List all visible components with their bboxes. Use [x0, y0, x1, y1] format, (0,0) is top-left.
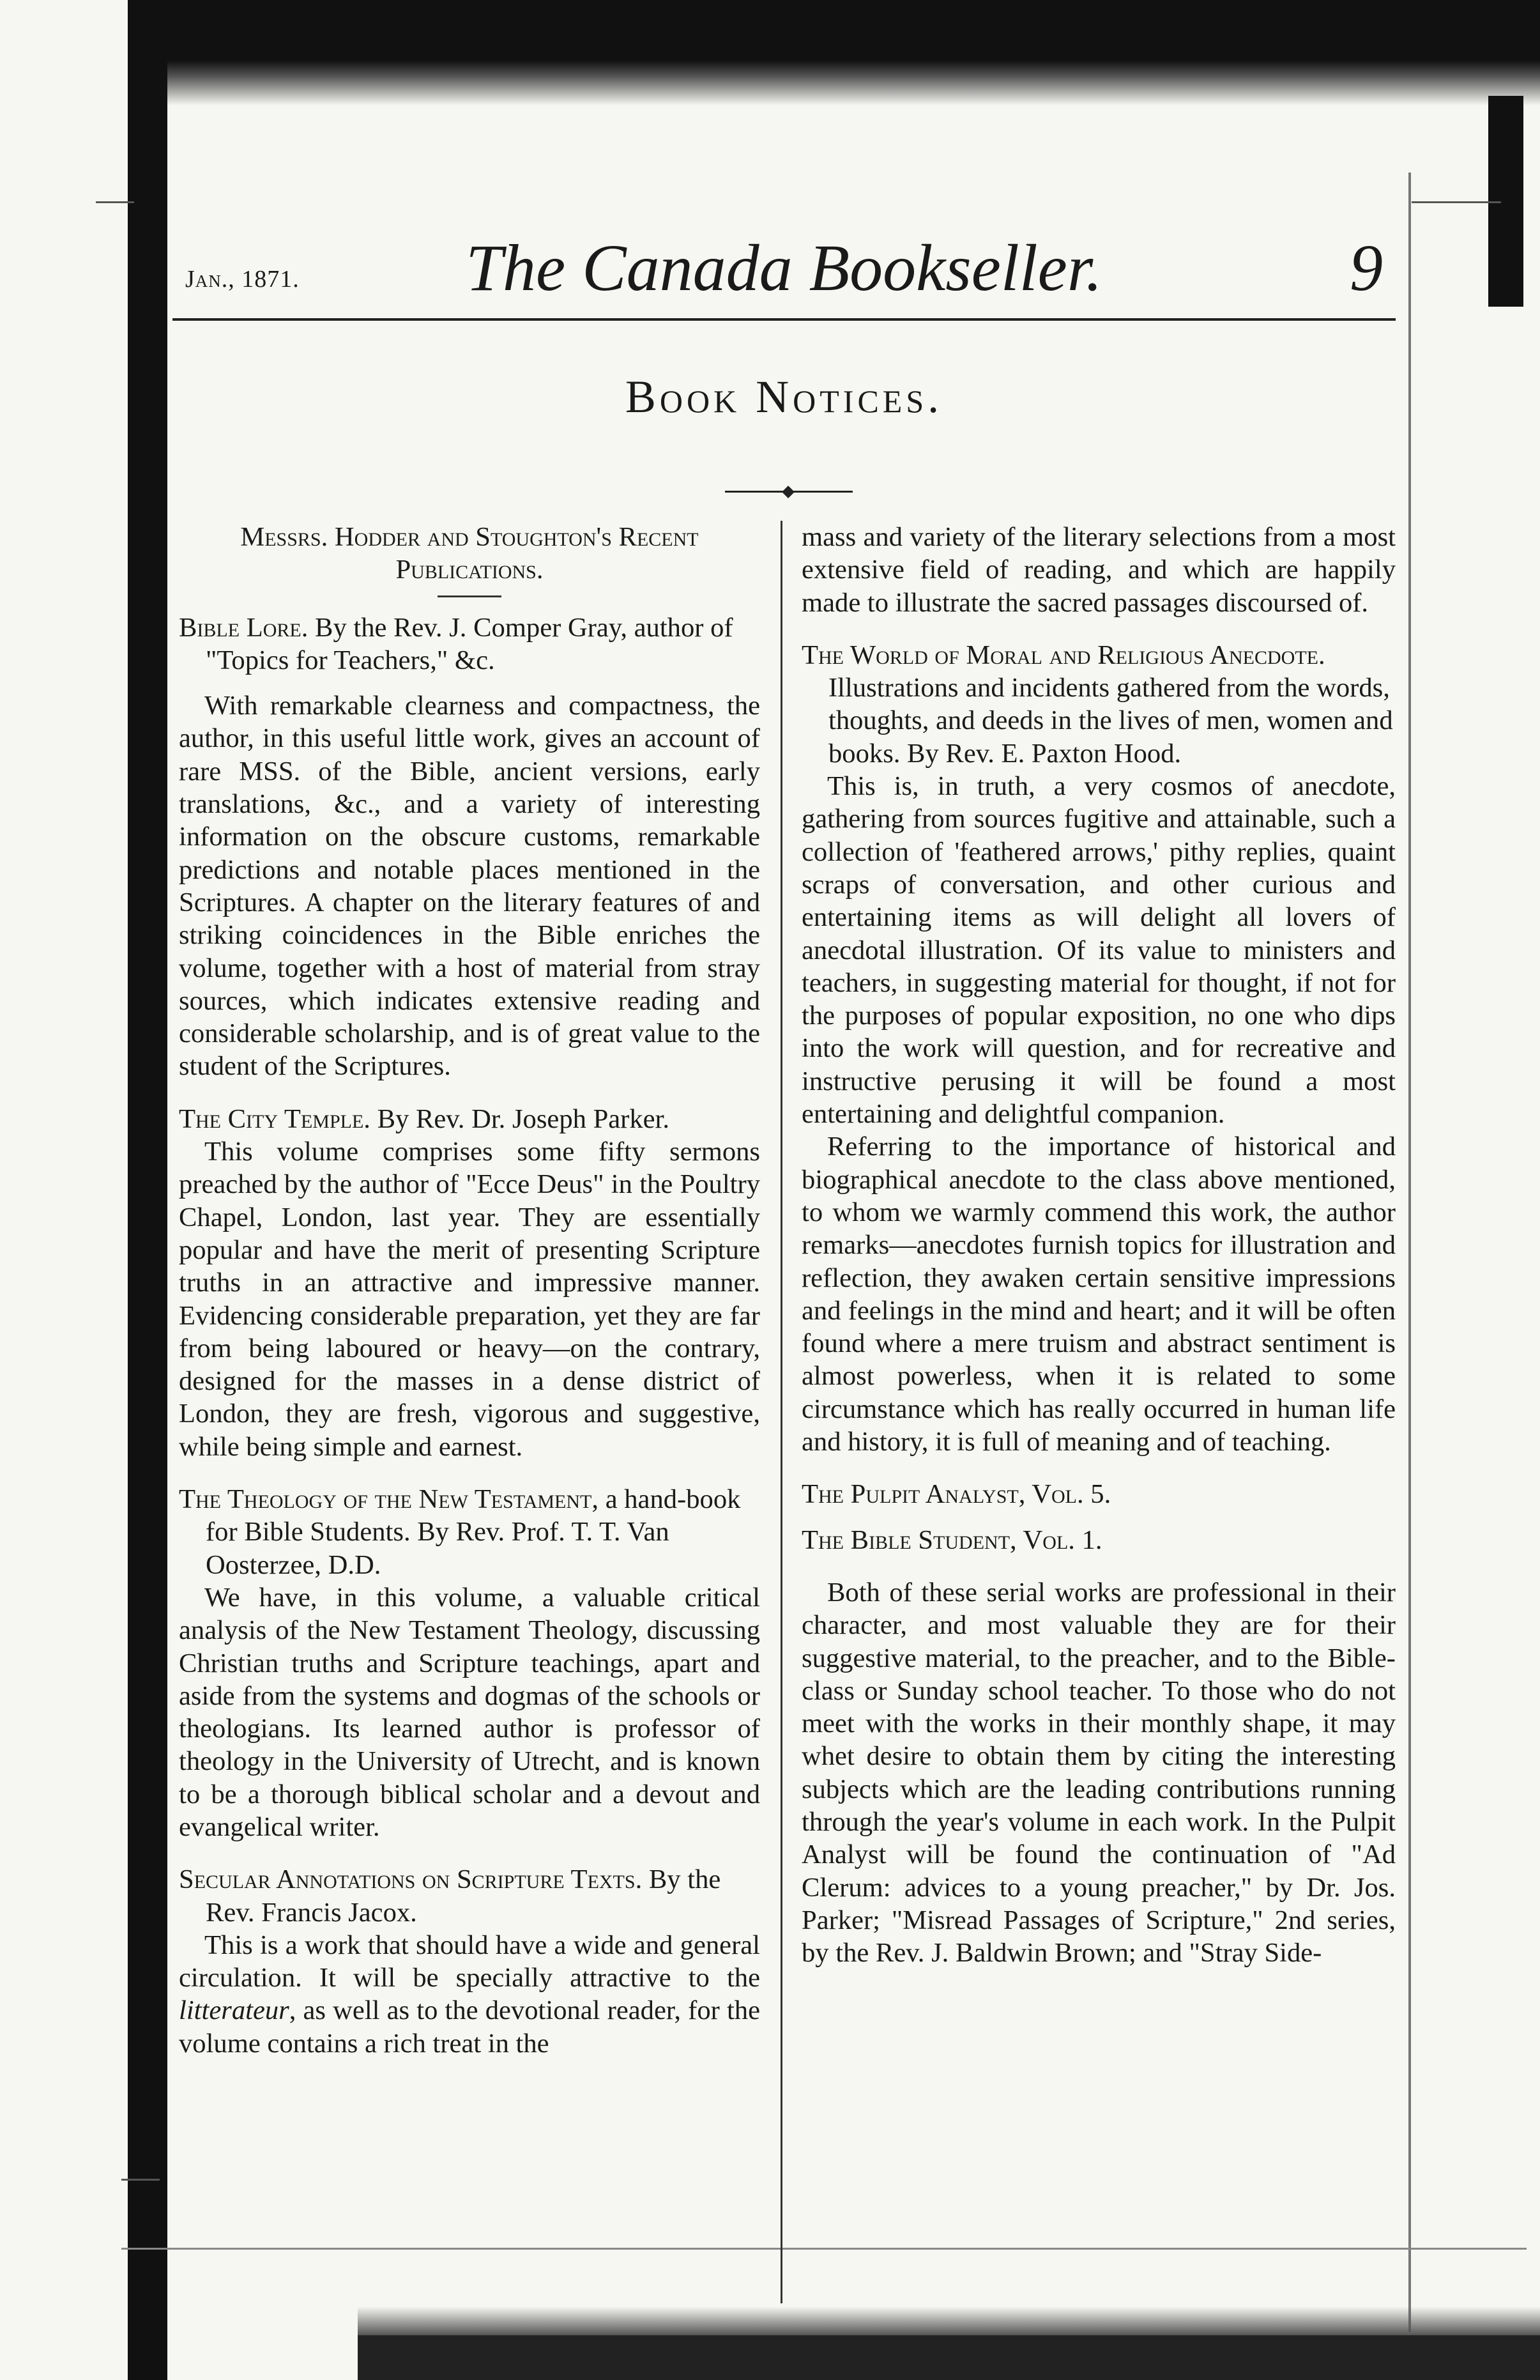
entry-theology-header [179, 1483, 760, 1581]
entry-theology-body: We have, in this volume, a valuable critical analysis of the New Testament Theology, discussing Christian truths and Scripture teachings, apart and aside from the systems and dogmas of the schools or theologians. Its learned author is professor of theology in the University of Utrecht, and is known to be a thorough biblical scholar and a devout and evangelical writer. [179, 1582, 760, 1842]
page-bottom-line [121, 2248, 1527, 2250]
body-text: , as well as to the devotional reader, for the volume contains a rich treat in the [179, 1995, 760, 2059]
entry-secular-annotations-body [179, 1929, 760, 2060]
entry-world-anecdote-header [802, 639, 1396, 770]
entry-city-temple-body: This volume comprises some fifty sermons preached by the author of "Ecce Deus" in the Poultry Chapel, London, last year. They are essentially popular and have the merit of presenting Scripture truths in an attractive and impressive manner. Evidencing considerable preparation, yet they are far from being laboured or heavy—on the contrary, designed for the masses in a dense district of London, they are fresh, vigorous and suggestive, while being simple and earnest. [179, 1137, 760, 1462]
body-text: This is a work that should have a wide and general circulation. It will be specially attractive to the [179, 1930, 760, 1993]
entry-byline: By the Rev. J. Comper Gray, author of "Topics for Teachers," &c. [206, 612, 733, 675]
entry-byline: a hand-book for Bible Students. By Rev. Prof. T. T. Van Oosterzee, D.D. [206, 1484, 741, 1580]
entry-world-anecdote-body-2: Referring to the importance of historical and biographical anecdote to the class above mentioned, to whom we warmly commend this work, the author remarks—anecdotes furnish topics for illustration and reflection, they awaken certain sensitive impressions and feelings in the mind and heart; and it will be often found where a mere truism and abstract sentiment is almost powerless, when it is related to some circumstance which has really occurred in human life and history, it is full of meaning and of teaching. [802, 1132, 1396, 1457]
entry-byline: By the Rev. Francis Jacox. [206, 1864, 721, 1928]
entry-bible-student-title: The Bible Student, Vol. 1. [802, 1524, 1102, 1555]
entry-title: The World of Moral and Religious Anecdote. [802, 640, 1325, 670]
heading-rule [438, 595, 501, 597]
page-number: 9 [1350, 231, 1383, 305]
scan-shadow-top [128, 61, 1540, 105]
title-ornament-rule [725, 491, 853, 493]
entry-bible-student-body: Both of these serial works are professional in their character, and most valuable they are for their suggestive material, to the preacher, and to the Bible-class or Sunday school teacher. To those who do not meet with the works in their monthly shape, it may whet desire to obtain them by citing the interesting subjects which are the leading contributions running through the year's volume in each work. In the Pulpit Analyst will be found the continuation of "Ad Clerum: advices to a young preacher," by Dr. Jos. Parker; "Misread Passages of Scripture," 2nd series, by the Rev. J. Baldwin Brown; and "Stray Side- [802, 1577, 1396, 1969]
entry-bible-lore-body: With remarkable clearness and compactness, the author, in this useful little work, gives an account of rare MSS. of the Bible, ancient versions, early translations, &c., and a variety of interesting information on the obscure customs, remarkable predictions and notable places mentioned in the Scriptures. A chapter on the literary features of and striking coincidences in the Bible enriches the volume, together with a host of material from stray sources, which indicates extensive reading and considerable scholarship, and is of great value to the student of the Scriptures. [179, 691, 760, 1082]
left-column [179, 521, 760, 2060]
entry-byline: By Rev. Dr. Joseph Parker. [377, 1103, 670, 1134]
entry-world-anecdote-body-1: This is, in truth, a very cosmos of anecdote, gathering from sources fugitive and attainable, such a collection of 'feathered arrows,' pithy replies, quaint scraps of conversation, and other curious and entertaining items as will delight all lovers of anecdotal illustration. Of its value to ministers and teachers, in suggesting material for thought, if not for the purposes of popular exposition, no one who dips into the work will question, and for recreative and instructive perusing it will be found a most entertaining and delightful companion. [802, 771, 1396, 1130]
entry-bible-lore-header [179, 611, 760, 677]
scan-shadow-bottom [358, 2307, 1540, 2335]
entry-title: The Theology of the New Testament, [179, 1484, 599, 1515]
header-rule [172, 318, 1396, 321]
scan-border-left [128, 0, 167, 2380]
margin-tick [96, 201, 134, 203]
entry-secular-annotations-header [179, 1863, 760, 1929]
body-italic-text: litterateur [179, 1995, 289, 2026]
margin-tick [1412, 201, 1501, 203]
continued-paragraph: mass and variety of the literary selections from a most extensive field of reading, and which are happily made to illustrate the sacred passages discoursed of. [802, 522, 1396, 618]
publication-title: The Canada Bookseller. [466, 231, 1102, 305]
entry-title: The City Temple. [179, 1103, 370, 1134]
publisher-heading: Messrs. Hodder and Stoughton's Recent Publications. [240, 522, 699, 585]
entry-city-temple-header [179, 1103, 760, 1135]
margin-tick [121, 2179, 160, 2181]
right-column [802, 521, 1396, 1969]
entry-byline: Illustrations and incidents gathered from the words, thoughts, and deeds in the lives of men, women and books. By Rev. E. Paxton Hood. [828, 673, 1393, 769]
entry-title: Bible Lore. [179, 612, 309, 643]
column-divider [781, 521, 782, 2303]
entry-title: Secular Annotations on Scripture Texts. [179, 1864, 643, 1895]
entry-pulpit-analyst-title: The Pulpit Analyst, Vol. 5. [802, 1479, 1111, 1510]
issue-date: Jan., 1871. [185, 266, 300, 293]
scan-edge-right [1408, 173, 1411, 2332]
scan-border-top [128, 0, 1540, 61]
scan-border-bottom [358, 2335, 1540, 2380]
running-header [172, 230, 1396, 319]
section-title: Book Notices. [625, 371, 943, 422]
